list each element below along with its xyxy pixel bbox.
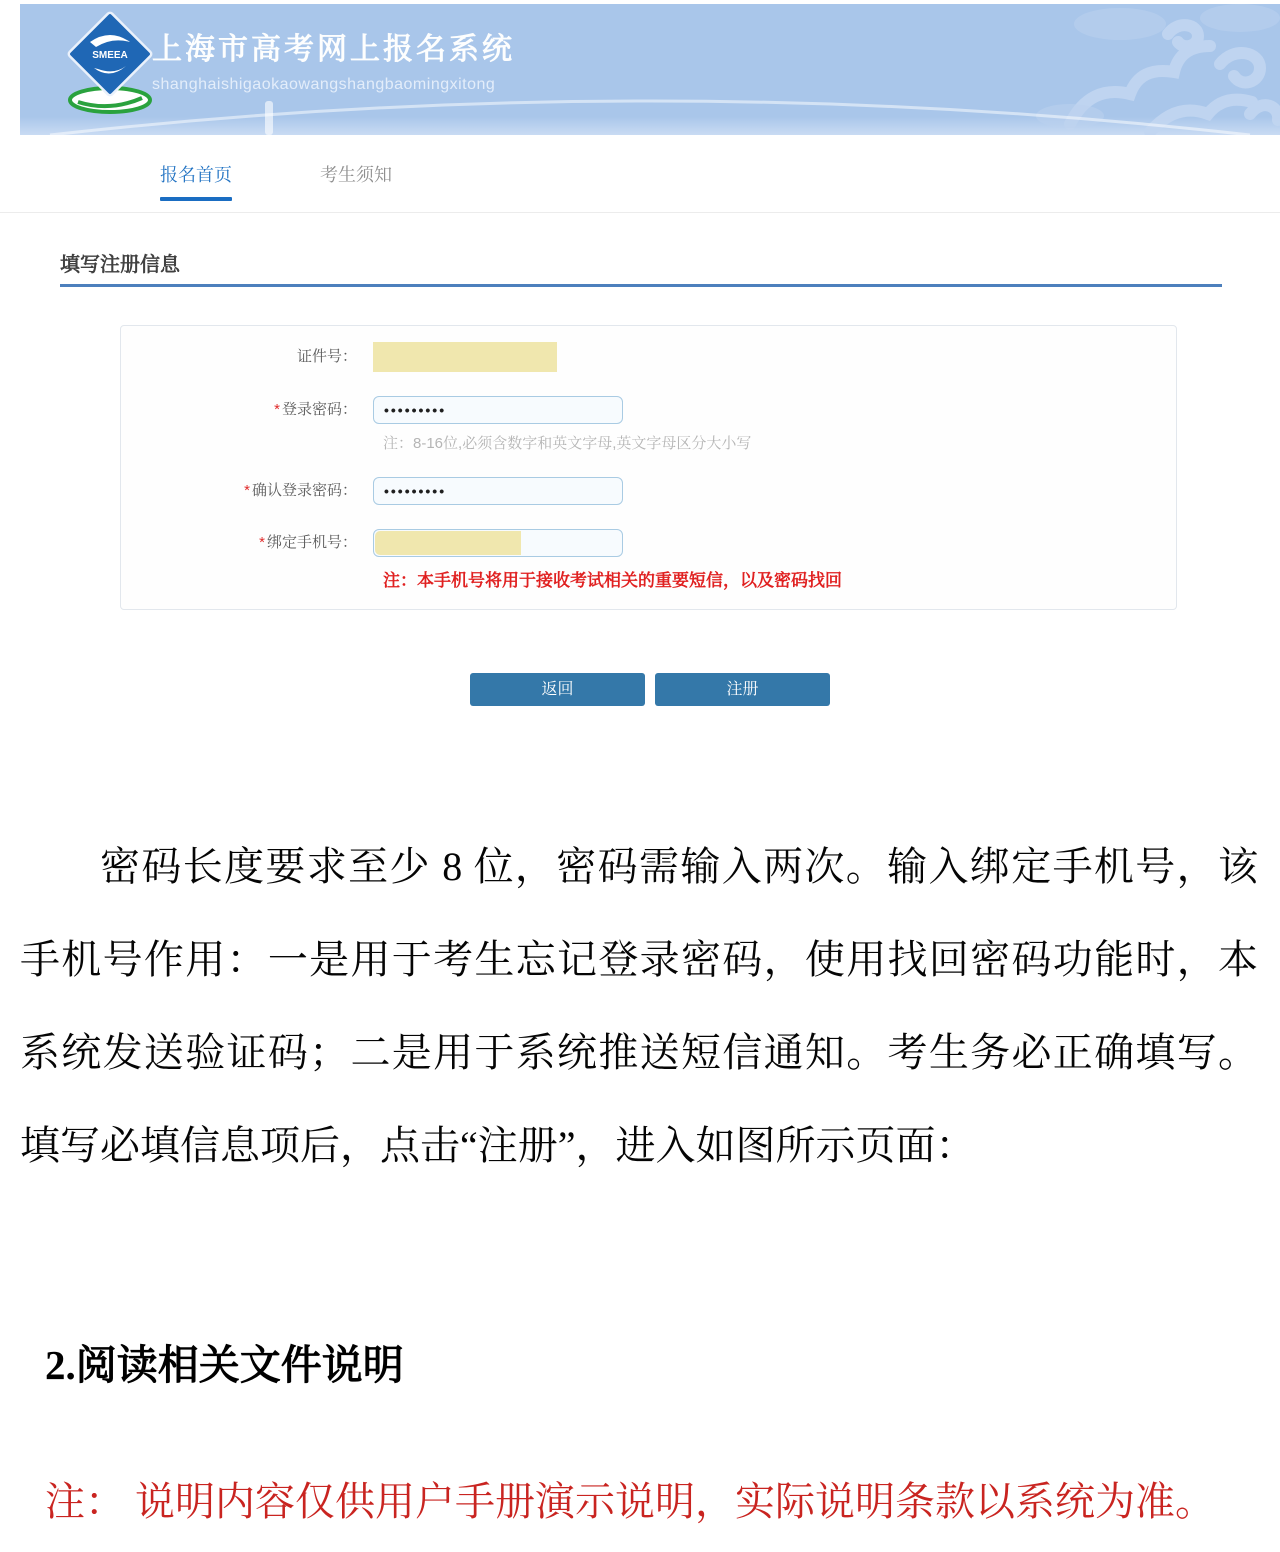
- nav-bar: [0, 135, 1280, 213]
- form-buttons: [470, 673, 830, 706]
- phone-label: [121, 529, 357, 557]
- id-number-input[interactable]: [373, 342, 557, 372]
- paragraph-line-2: 手机号作用：一是用于考生忘记登录密码，使用找回密码功能时，本: [20, 937, 1258, 982]
- paragraph-line-4: 填写必填信息项后，点击“注册”，进入如图所示页面：: [20, 1123, 976, 1168]
- phone-redacted-value: [375, 531, 521, 555]
- phone-label-text: 绑定手机号：: [266, 534, 357, 551]
- footer-note: 注： 说明内容仅供用户手册演示说明，实际说明条款以系统为准。: [45, 1479, 1215, 1524]
- password-label: [121, 396, 357, 424]
- password-label-text: 登录密码：: [281, 401, 357, 418]
- tab-notice-label: 考生须知: [320, 165, 392, 185]
- password-hint: 注：8-16位,必须含数字和英文字母,英文字母区分大小写: [383, 435, 752, 452]
- site-title: 上海市高考网上报名系统: [152, 33, 515, 66]
- password-input[interactable]: •••••••••: [373, 396, 623, 424]
- phone-input[interactable]: [373, 529, 623, 557]
- back-button[interactable]: 返回: [470, 673, 645, 706]
- required-asterisk: *: [274, 401, 280, 418]
- paragraph-line-1: 密码长度要求至少 8 位，密码需输入两次。输入绑定手机号，该: [100, 844, 1258, 889]
- register-button[interactable]: 注册: [655, 673, 830, 706]
- section-title: 填写注册信息: [60, 254, 180, 276]
- paragraph-line-3: 系统发送验证码；二是用于系统推送短信通知。考生务必正确填写。: [20, 1030, 1258, 1075]
- confirm-password-input[interactable]: •••••••••: [373, 477, 623, 505]
- site-subtitle: shanghaishigaokaowangshangbaomingxitong: [152, 76, 496, 93]
- registration-form-card: [120, 325, 1177, 610]
- id-number-label-text: 证件号：: [296, 348, 357, 365]
- header: [20, 4, 1280, 135]
- manual-paragraph: [20, 820, 1258, 1192]
- id-number-label: [121, 342, 357, 372]
- tab-notice[interactable]: [320, 161, 392, 187]
- confirm-password-label-text: 确认登录密码：: [251, 482, 357, 499]
- required-asterisk: *: [259, 534, 265, 551]
- phone-note: 注：本手机号将用于接收考试相关的重要短信，以及密码找回: [383, 571, 842, 590]
- required-asterisk: *: [244, 482, 250, 499]
- section-heading: 2.阅读相关文件说明: [45, 1342, 404, 1388]
- confirm-password-label: [121, 477, 357, 505]
- section-rule: [60, 284, 1222, 287]
- logo-text: SMEEA: [92, 50, 128, 61]
- active-tab-underline: [160, 197, 232, 201]
- tab-home-label: 报名首页: [160, 165, 232, 185]
- bridge-decoration-icon: [20, 75, 1280, 135]
- tab-home[interactable]: [160, 161, 232, 187]
